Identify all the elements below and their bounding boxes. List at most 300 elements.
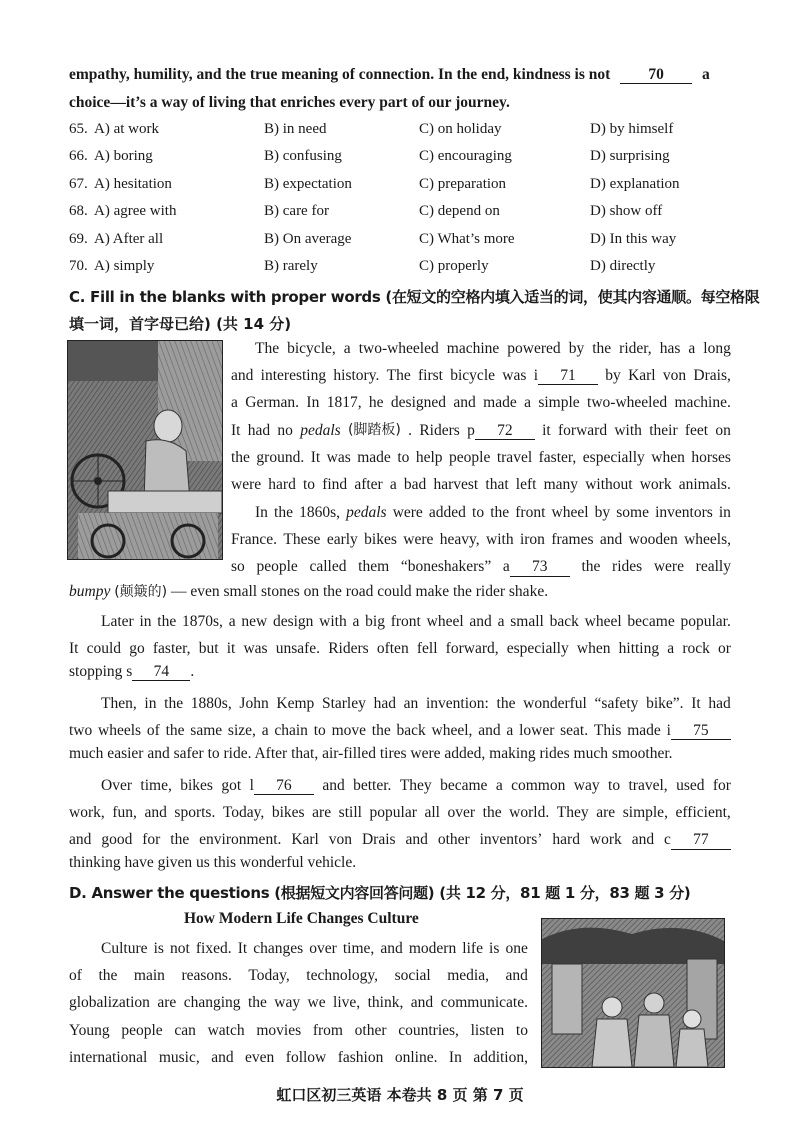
text-line xyxy=(69,1017,528,1044)
word: with xyxy=(614,421,642,439)
option-a[interactable]: A) at work xyxy=(94,121,159,137)
text-line xyxy=(69,826,731,853)
word: the xyxy=(164,695,184,712)
word: This xyxy=(593,722,622,740)
word: forward, xyxy=(445,640,499,658)
word: help xyxy=(415,448,443,466)
text-line xyxy=(69,799,731,826)
word: and xyxy=(380,940,403,957)
word: They xyxy=(399,777,432,794)
word: bikes xyxy=(180,777,213,794)
passage-c-paragraph-5 xyxy=(69,772,731,854)
word: the xyxy=(581,558,601,576)
word: machine xyxy=(446,340,500,357)
word: Later xyxy=(101,613,134,630)
word: and xyxy=(410,994,434,1012)
word: we xyxy=(307,994,326,1012)
passage-c-paragraph-3 xyxy=(69,608,731,662)
word: and xyxy=(478,722,501,740)
word: the xyxy=(490,504,510,521)
word: media, xyxy=(447,967,489,985)
blank-72[interactable]: p 72 xyxy=(467,417,535,444)
passage-c-paragraph-3-last: stopping s 74 . xyxy=(69,663,195,680)
word: a xyxy=(497,613,505,630)
word: Young xyxy=(69,1021,110,1039)
page-footer: 虹口区初三英语 本卷共 8 页 第 7 页 xyxy=(276,1086,524,1104)
text-line xyxy=(69,962,528,989)
word: German. xyxy=(245,394,300,412)
word: small xyxy=(510,613,544,630)
word: a xyxy=(343,340,351,357)
word: environment. xyxy=(199,831,282,849)
word: without xyxy=(585,475,633,493)
option-c[interactable]: C) depend on xyxy=(419,203,500,220)
word: the xyxy=(247,994,267,1012)
text-line xyxy=(69,989,528,1016)
word: to xyxy=(608,777,621,794)
bicycle-illustration-icon xyxy=(68,341,222,559)
word: find xyxy=(322,475,348,493)
word: iron xyxy=(519,531,545,549)
line1-post: a xyxy=(702,66,710,83)
word: invention: xyxy=(425,695,489,712)
word: hitting xyxy=(618,640,660,658)
word: other xyxy=(354,1021,387,1039)
word: two xyxy=(69,722,93,740)
word: and xyxy=(69,831,92,849)
word: . xyxy=(408,421,413,439)
passage-c-paragraph-2-last: bumpy (颠簸的) — even small stones on the road could make the rider shake. xyxy=(69,583,549,600)
blank-73[interactable]: a 73 xyxy=(503,553,570,580)
text-line xyxy=(231,417,731,444)
word: same xyxy=(190,722,223,740)
text-line xyxy=(231,499,731,526)
word: for xyxy=(142,831,161,849)
text-line xyxy=(231,526,731,553)
option-c[interactable]: C) properly xyxy=(419,258,489,274)
word: a xyxy=(506,722,514,740)
word: watch xyxy=(207,1021,245,1039)
question-number: 67. xyxy=(69,175,88,192)
word: Karl xyxy=(628,367,656,385)
word: bike”. xyxy=(646,695,684,712)
word: was xyxy=(502,367,527,385)
word: a xyxy=(495,777,503,794)
word: first xyxy=(418,367,443,385)
option-b[interactable]: B) On average xyxy=(264,230,352,247)
word: heavy, xyxy=(439,531,480,549)
word: “boneshakers” xyxy=(400,558,492,576)
word: from xyxy=(312,1021,343,1039)
word: are xyxy=(312,804,332,822)
word: no xyxy=(277,421,293,439)
word: pedals xyxy=(300,421,341,439)
word: and xyxy=(599,531,623,549)
word: Today, xyxy=(222,804,265,822)
word: when xyxy=(651,448,685,466)
word: way xyxy=(274,994,301,1012)
word: especially xyxy=(582,448,645,466)
word: with xyxy=(319,613,347,630)
word: animals. xyxy=(678,475,731,493)
option-a[interactable]: A) simply xyxy=(94,258,155,274)
word: good xyxy=(101,831,133,849)
passage-b-ending-line2: choice—it’s a way of living that enriches every part of our journey. xyxy=(69,94,510,111)
text-line xyxy=(69,935,528,962)
text-line xyxy=(231,335,731,362)
question-number: 65. xyxy=(69,121,88,137)
word: the xyxy=(274,504,293,521)
word: listen xyxy=(470,1021,505,1039)
word: work xyxy=(589,831,622,849)
word: to xyxy=(397,448,410,466)
word: international xyxy=(69,1048,148,1066)
option-d[interactable]: D) show off xyxy=(590,203,663,220)
blank-77[interactable]: c 77 xyxy=(664,826,731,853)
word: France. xyxy=(231,531,278,549)
word: the xyxy=(231,448,250,466)
word: bikes xyxy=(364,531,397,549)
word: so xyxy=(231,558,245,576)
word: the xyxy=(165,722,185,740)
option-d[interactable]: D) by himself xyxy=(590,121,674,137)
word: movies xyxy=(256,1021,302,1039)
word: 1860s, xyxy=(299,504,340,521)
word: (脚踏板) xyxy=(347,421,401,438)
word: inventors’ xyxy=(479,831,543,849)
word: it xyxy=(226,640,236,658)
word: changing xyxy=(183,994,241,1012)
option-d[interactable]: D) explanation xyxy=(590,175,680,192)
word: some xyxy=(616,504,649,521)
word: main xyxy=(133,967,165,985)
word: fashion xyxy=(337,1048,384,1066)
text-line xyxy=(69,772,731,799)
blank-76[interactable]: l 76 xyxy=(250,772,314,799)
passage-b-ending-line1 xyxy=(69,66,710,84)
word: and xyxy=(469,613,492,630)
word: had xyxy=(708,695,731,712)
word: Riders xyxy=(328,640,369,658)
word: a xyxy=(352,613,360,630)
word: often xyxy=(376,640,409,658)
option-b[interactable]: B) confusing xyxy=(264,148,342,165)
word: became xyxy=(440,777,488,794)
word: modern xyxy=(408,940,457,957)
option-b[interactable]: B) care for xyxy=(264,203,329,220)
section-d-heading: D. Answer the questions (根据短文内容回答问题) (共 12 分，81 题 1 分，83 题 3 分) xyxy=(69,884,691,902)
passage-c-paragraph-1 xyxy=(231,335,731,498)
word: communicate. xyxy=(440,994,528,1012)
option-d[interactable]: D) surprising xyxy=(590,148,670,165)
word: bikes xyxy=(271,804,305,822)
text-line xyxy=(69,1044,528,1071)
word: used xyxy=(676,777,705,794)
word: and xyxy=(211,1048,234,1066)
word: unsafe. xyxy=(275,640,321,658)
word: hard xyxy=(552,831,580,849)
word: especially xyxy=(506,640,569,658)
word: von xyxy=(328,831,353,849)
word: a xyxy=(389,475,397,493)
word: wheel, xyxy=(431,722,473,740)
word: frames xyxy=(551,531,594,549)
word: Karl xyxy=(291,831,319,849)
word: were xyxy=(653,558,684,576)
word: countries, xyxy=(398,1021,459,1039)
word: harvest xyxy=(433,475,479,493)
word: long xyxy=(703,340,731,357)
word: reasons. xyxy=(181,967,232,985)
word: to xyxy=(313,722,326,740)
word: two-wheeled xyxy=(358,340,439,357)
word: way xyxy=(573,777,600,794)
word: by xyxy=(568,340,585,357)
word: life xyxy=(462,940,483,957)
word: people xyxy=(256,558,298,576)
word: horses xyxy=(691,448,731,466)
option-d[interactable]: D) directly xyxy=(590,258,656,274)
word: the xyxy=(157,613,177,630)
word: The xyxy=(386,367,411,385)
option-b[interactable]: B) in need xyxy=(264,121,327,137)
word: new xyxy=(241,613,268,630)
text-line xyxy=(231,444,731,471)
word: got xyxy=(221,777,242,794)
word: Kemp xyxy=(276,695,315,712)
word: fixed. xyxy=(195,940,232,957)
passage-c-paragraph-5-last: thinking have given us this wonderful vehicle. xyxy=(69,854,357,871)
word: rock xyxy=(682,640,710,658)
word: early xyxy=(326,531,358,549)
word: hard xyxy=(268,475,296,493)
word: time, xyxy=(342,940,375,957)
word: the xyxy=(482,804,502,822)
option-a[interactable]: A) boring xyxy=(94,148,153,165)
word: made xyxy=(483,394,517,412)
word: in xyxy=(718,504,731,521)
word: by xyxy=(594,504,611,521)
passage-c-paragraph-2 xyxy=(231,499,731,581)
option-b[interactable]: B) expectation xyxy=(264,175,352,192)
word: and xyxy=(631,831,655,849)
word: and xyxy=(405,831,428,849)
option-a[interactable]: A) agree with xyxy=(94,203,177,220)
word: efficient, xyxy=(675,804,731,822)
word: on xyxy=(715,421,731,439)
word: in xyxy=(139,613,152,630)
word: changes xyxy=(253,940,304,957)
word: social xyxy=(394,967,431,985)
word: was xyxy=(326,448,351,466)
word: made xyxy=(627,722,661,740)
passage-c-paragraph-4-last: much easier and safer to ride. After that, air-filled tires were added, making rides much smoother. xyxy=(69,745,673,762)
word: wooden xyxy=(628,531,678,549)
passage-c-paragraph-4 xyxy=(69,690,731,744)
word: a xyxy=(228,613,236,630)
word: It xyxy=(69,640,79,658)
word: to xyxy=(472,504,485,521)
word: that xyxy=(485,475,509,493)
word: work, xyxy=(69,804,105,822)
word: Drais, xyxy=(693,367,731,385)
word: simple xyxy=(538,394,580,412)
word: were xyxy=(403,531,434,549)
word: faster, xyxy=(538,448,577,466)
section-c-heading: C. Fill in the blanks with proper words (在短文的空格内填入适当的词，使其内容通顺。每空格限 xyxy=(69,288,760,306)
word: their xyxy=(649,421,678,439)
word: follow xyxy=(285,1048,327,1066)
word: wheels xyxy=(98,722,142,740)
blank-74[interactable]: 74 xyxy=(132,664,190,681)
word: simple, xyxy=(622,804,668,822)
word: wonderful xyxy=(523,695,587,712)
word: think, xyxy=(367,994,404,1012)
word: interesting xyxy=(260,367,327,385)
question-number: 66. xyxy=(69,148,88,165)
word: a xyxy=(231,394,238,412)
word: seat. xyxy=(560,722,589,740)
word: It xyxy=(310,448,321,466)
word: travel, xyxy=(628,777,668,794)
word: 1817, xyxy=(326,394,362,412)
word: fun, xyxy=(112,804,137,822)
option-a[interactable]: A) hesitation xyxy=(94,175,172,192)
word: back xyxy=(396,722,426,740)
word: bicycle, xyxy=(287,340,336,357)
word: has xyxy=(659,340,681,357)
word: designed xyxy=(390,394,447,412)
word: It xyxy=(691,695,701,712)
word: the xyxy=(170,831,190,849)
word: wheel xyxy=(551,504,589,521)
word: still xyxy=(338,804,362,822)
word: wheel xyxy=(584,613,622,630)
word: people xyxy=(449,448,491,466)
word: move xyxy=(331,722,366,740)
word: popular xyxy=(369,804,417,822)
word: forward xyxy=(558,421,608,439)
text-line xyxy=(69,635,731,662)
word: many xyxy=(543,475,579,493)
option-c[interactable]: C) What’s more xyxy=(419,230,515,247)
blank-71[interactable]: i 71 xyxy=(534,362,598,389)
word: a xyxy=(261,722,269,740)
culture-street-image xyxy=(541,918,725,1068)
word: size, xyxy=(227,722,256,740)
word: rides xyxy=(612,558,643,576)
word: design xyxy=(272,613,314,630)
word: over xyxy=(447,804,476,822)
word: had xyxy=(247,421,271,439)
word: history. xyxy=(333,367,380,385)
word: really xyxy=(695,558,731,576)
text-line xyxy=(231,389,731,416)
option-d[interactable]: D) In this way xyxy=(590,230,677,247)
word: to xyxy=(515,1021,528,1039)
word: the xyxy=(496,695,516,712)
word: and xyxy=(453,394,476,412)
word: go xyxy=(129,640,145,658)
word: time, xyxy=(140,777,172,794)
word: by xyxy=(605,367,621,385)
word: not xyxy=(170,940,190,957)
word: one xyxy=(505,940,528,957)
question-number: 69. xyxy=(69,230,88,247)
word: made xyxy=(357,448,391,466)
word: and xyxy=(505,967,528,985)
text-line xyxy=(69,608,731,635)
word: he xyxy=(368,394,384,412)
word: In xyxy=(306,394,320,412)
word: even xyxy=(245,1048,275,1066)
line1-text: empathy, humility, and the true meaning of connection. In the end, kindness is not xyxy=(69,66,611,83)
word: “safety xyxy=(594,695,639,712)
option-c[interactable]: C) preparation xyxy=(419,175,507,192)
word: bicycle xyxy=(450,367,496,385)
word: when xyxy=(576,640,611,658)
option-b[interactable]: B) rarely xyxy=(264,258,318,274)
word: Drais xyxy=(361,831,396,849)
word: It xyxy=(237,940,248,957)
word: or xyxy=(718,640,731,658)
word: them xyxy=(358,558,390,576)
word: can xyxy=(174,1021,196,1039)
option-c[interactable]: C) encouraging xyxy=(419,148,512,165)
word: big xyxy=(365,613,385,630)
word: globalization xyxy=(69,994,150,1012)
word: people xyxy=(121,1021,163,1039)
word: back xyxy=(549,613,579,630)
option-c[interactable]: C) on holiday xyxy=(419,121,502,137)
passage-d-paragraph xyxy=(69,935,528,1071)
word: 1870s, xyxy=(182,613,223,630)
word: feet xyxy=(684,421,709,439)
word: Then, xyxy=(101,695,137,712)
word: a xyxy=(667,640,675,658)
word: popular. xyxy=(680,613,731,630)
word: travel xyxy=(496,448,533,466)
word: other xyxy=(437,831,470,849)
word: for xyxy=(712,777,731,794)
text-line xyxy=(69,690,731,717)
word: technology, xyxy=(306,967,379,985)
word: Riders xyxy=(419,421,460,439)
word: pedals xyxy=(346,504,387,521)
blank-75[interactable]: i 75 xyxy=(667,717,731,744)
word: John xyxy=(239,695,269,712)
word: von xyxy=(662,367,687,385)
text-line xyxy=(231,471,731,498)
word: chain xyxy=(274,722,308,740)
word: machine. xyxy=(674,394,731,412)
word: In xyxy=(255,504,268,521)
option-a[interactable]: A) After all xyxy=(94,230,164,247)
blank-70[interactable]: 70 xyxy=(620,67,692,84)
text-line xyxy=(69,717,731,744)
word: wheels, xyxy=(684,531,731,549)
text-line xyxy=(231,362,731,389)
word: of xyxy=(69,967,82,985)
word: could xyxy=(86,640,122,658)
passage-d-title: How Modern Life Changes Culture xyxy=(184,910,419,927)
word: live, xyxy=(333,994,361,1012)
word: and xyxy=(144,804,167,822)
word: Over xyxy=(101,777,132,794)
bicycle-workshop-image xyxy=(67,340,223,560)
word: wheel xyxy=(426,613,464,630)
word: and xyxy=(322,777,345,794)
